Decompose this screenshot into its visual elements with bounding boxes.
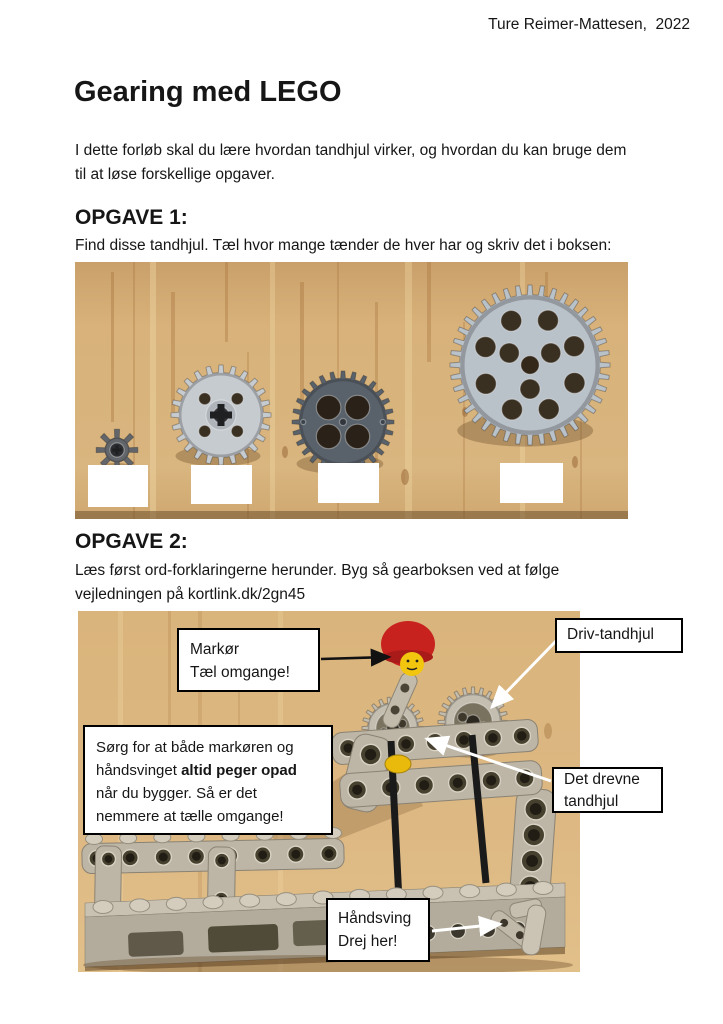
label-driven-gear: [552, 767, 663, 813]
label-marker-line1: Markør: [190, 641, 240, 658]
table-edge-shadow: [75, 511, 628, 519]
label-marker-line2: Tæl omgange!: [190, 664, 290, 681]
answer-box-3[interactable]: [318, 463, 379, 503]
note-line2: håndsvinget altid peger opad: [96, 762, 297, 779]
opgave2-line-2: vejledningen på kortlink.dk/2gn45: [75, 585, 306, 603]
answer-box-4[interactable]: [500, 463, 563, 503]
label-build-note: [83, 725, 333, 835]
label-crank-line2: Drej her!: [338, 933, 398, 950]
answer-box-1[interactable]: [88, 465, 148, 507]
note-line4: nemmere at tælle omgange!: [96, 808, 284, 825]
label-driven-gear-line2: tandhjul: [564, 792, 619, 810]
page-title: Gearing med LEGO: [74, 76, 342, 108]
note-line1: Sørg for at både markøren og: [96, 739, 294, 756]
opgave1-instruction: Find disse tandhjul. Tæl hvor mange tænder de hver har og skriv det i boksen:: [75, 237, 612, 254]
intro-paragraph: [75, 139, 626, 186]
yellow-bushing: [385, 755, 411, 773]
opgave2-heading: OPGAVE 2:: [75, 530, 188, 553]
intro-line-1: I dette forløb skal du lære hvordan tandhjul virker, og hvordan du kan bruge dem: [75, 142, 627, 159]
label-crank: [326, 898, 430, 962]
intro-line-2: til at løse forskellige opgaver.: [75, 165, 275, 183]
opgave1-heading: OPGAVE 1:: [75, 206, 188, 229]
note-line3: når du bygger. Så er det: [96, 785, 257, 802]
label-driver-gear-text: Driv-tandhjul: [567, 626, 655, 643]
opgave2-instruction: [75, 559, 559, 606]
opgave2-line-1: Læs først ord-forklaringerne herunder. Byg så gearboksen ved at følge: [75, 562, 560, 579]
answer-box-2[interactable]: [191, 465, 252, 504]
label-driven-gear-line1: Det drevne: [564, 771, 640, 788]
label-marker: [177, 628, 320, 692]
minifig-face: [400, 652, 424, 676]
author-line: Ture Reimer-Mattesen, 2022: [488, 16, 690, 33]
label-crank-line1: Håndsving: [338, 910, 412, 927]
label-driver-gear: [555, 618, 683, 653]
